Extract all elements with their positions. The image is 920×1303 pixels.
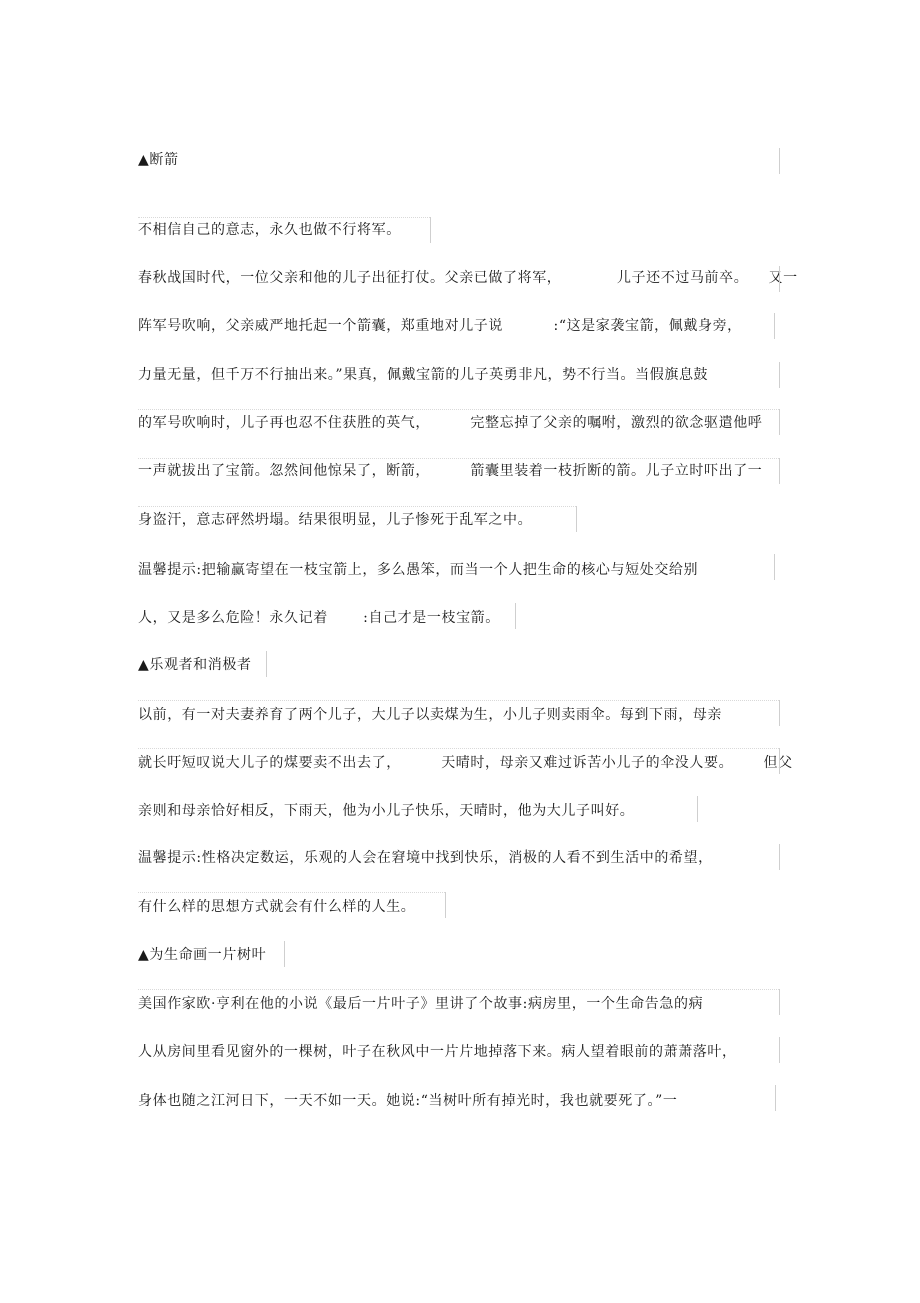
paragraph-line: 美国作家欧·亨利在他的小说《最后一片叶子》里讲了个故事:病房里，一个生命告急的病 (138, 996, 704, 1012)
tip-line: 温馨提示:把输赢寄望在一枝宝箭上，多么愚笨，而当一个人把生命的核心与短处交给别 (138, 562, 699, 578)
frame-guide-line (779, 458, 780, 484)
frame-guide-line (576, 506, 577, 532)
paragraph-line: 以前，有一对夫妻养育了两个儿子，大儿子以卖煤为生，小儿子则卖雨伞。每到下雨，母亲 (138, 707, 722, 723)
frame-guide-line (138, 748, 779, 749)
frame-guide-line (774, 554, 775, 580)
frame-guide-line (138, 458, 779, 459)
frame-guide-line (445, 892, 446, 918)
frame-guide-line (697, 796, 698, 822)
frame-guide-line (138, 217, 430, 218)
frame-guide-line (779, 148, 780, 174)
tip-line: 有什么样的思想方式就会有什么样的人生。 (138, 899, 416, 915)
frame-guide-line (779, 362, 780, 388)
section-title: ▲断箭 (138, 152, 179, 168)
frame-guide-line (138, 506, 576, 507)
frame-guide-line (266, 651, 267, 677)
frame-guide-line (284, 941, 285, 967)
tip-line: 温馨提示:性格决定数运，乐观的人会在窘境中找到快乐，消极的人看不到生活中的希望， (138, 850, 713, 866)
frame-guide-line (779, 266, 780, 292)
frame-guide-line (138, 409, 779, 410)
section-title: ▲为生命画一片树叶 (138, 947, 267, 963)
paragraph-line: 力量无量，但千万不行抽出来。”果真，佩戴宝箭的儿子英勇非凡，势不行当。当假旗息鼓 (138, 367, 709, 383)
paragraph-line: 不相信自己的意志，永久也做不行将军。 (138, 222, 401, 238)
paragraph-line: 亲则和母亲恰好相反，下雨天，他为小儿子快乐，天晴时，他为大儿子叫好。 (138, 803, 635, 819)
frame-guide-line (515, 603, 516, 629)
frame-guide-line (779, 844, 780, 870)
frame-guide-line (779, 409, 780, 435)
frame-guide-line (779, 700, 780, 726)
frame-guide-line (779, 989, 780, 1015)
section-title: ▲乐观者和消极者 (138, 657, 252, 673)
paragraph-line: 阵军号吹响，父亲威严地托起一个箭囊，郑重地对儿子说 :“这是家袭宝箭，佩戴身旁， (138, 318, 742, 334)
frame-guide-line (138, 700, 779, 701)
frame-guide-line (779, 1037, 780, 1063)
paragraph-line: 身体也随之江河日下，一天不如一天。她说:“当树叶所有掉光时，我也就要死了。”一 (138, 1093, 678, 1109)
tip-line: 人，又是多么危险！永久记着 :自己才是一枝宝箭。 (138, 610, 500, 626)
paragraph-line: 的军号吹响时，儿子再也忍不住获胜的英气， 完整忘掉了父亲的嘱咐，激烈的欲念驱遣他呼 (138, 415, 763, 431)
frame-guide-line (775, 1085, 776, 1111)
frame-guide-line (138, 892, 445, 893)
frame-guide-line (430, 217, 431, 243)
paragraph-line: 人从房间里看见窗外的一棵树，叶子在秋风中一片片地掉落下来。病人望着眼前的萧萧落叶， (138, 1044, 737, 1060)
frame-guide-line (774, 313, 775, 339)
frame-guide-line (138, 989, 779, 990)
frame-guide-line (779, 748, 780, 774)
paragraph-line: 春秋战国时代，一位父亲和他的儿子出征打仗。父亲已做了将军， 儿子还不过马前卒。 又一 (138, 270, 798, 286)
paragraph-line: 一声就拔出了宝箭。忽然间他惊呆了，断箭， 箭囊里装着一枝折断的箭。儿子立时吓出了一 (138, 463, 763, 479)
paragraph-line: 就长吁短叹说大儿子的煤要卖不出去了， 天晴时，母亲又难过诉苦小儿子的伞没人要。 但父 (138, 755, 793, 771)
paragraph-line: 身盗汗，意志砰然坍塌。结果很明显，儿子惨死于乱军之中。 (138, 512, 533, 528)
